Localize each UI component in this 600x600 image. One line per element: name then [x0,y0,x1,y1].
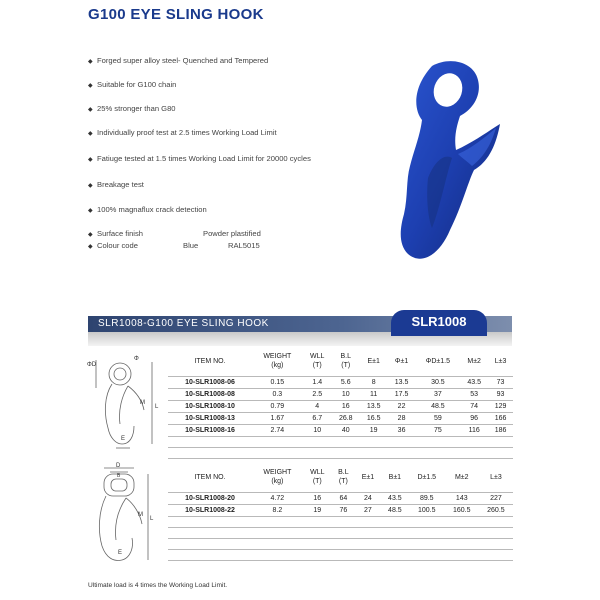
feature-text: 25% stronger than G80 [97,104,176,113]
feature-item [88,56,268,65]
feature-text: Individually proof test at 2.5 times Working Load Limit [97,128,277,137]
table-row-empty [168,436,513,447]
sketch1-latch [128,386,144,410]
col-header: E±1 [361,473,375,481]
colour-value: Blue [183,241,199,250]
diamond-bullet-icon: ◆ [88,157,93,163]
col-header: WEIGHT (kg) [263,353,292,369]
footnote: Ultimate load is 4 times the Working Load Limit. [88,582,228,589]
product-banner [88,310,512,346]
feature-item [88,80,176,89]
product-code-badge: SLR1008 [391,310,487,336]
col-header: ITEM NO. [194,357,226,365]
table-row: 10-SLR1008-16 2.74 10 40 19 36 75 116 186 [168,424,513,436]
table-row-empty [168,516,513,527]
banner-title: SLR1008-G100 EYE SLING HOOK [98,318,269,329]
feature-text: Breakage test [97,180,144,189]
col-header: M±2 [467,357,481,365]
sketch2-latch [126,498,142,524]
diamond-bullet-icon: ◆ [88,131,93,137]
sketch2-label-m: M [138,512,143,518]
feature-item [88,205,207,214]
spec-table-2 [168,468,513,561]
sketch1-label-e: E [121,436,126,442]
diamond-bullet-icon: ◆ [88,183,93,189]
hook-sketch-2 [88,462,156,568]
diamond-bullet-icon: ◆ [88,59,93,65]
surface-finish-label: Surface finish [97,229,144,238]
sketch2-label-e: E [118,550,123,556]
col-header: M±2 [454,473,469,481]
col-header: B.L (T) [338,469,349,485]
page-title: G100 EYE SLING HOOK [88,6,264,23]
diamond-bullet-icon: ◆ [88,244,93,250]
table-row-empty [168,549,513,560]
table-header-row [168,352,513,370]
sketch2-hook-inner [115,498,126,540]
col-header: B±1 [388,473,402,481]
col-header: L±3 [490,473,502,481]
table-row-empty [168,527,513,538]
sketch1-eye [109,363,131,385]
feature-item [88,128,277,137]
table-header-row [168,468,513,486]
col-header: WLL (T) [310,469,325,485]
diamond-bullet-icon: ◆ [88,83,93,89]
table-row: 10-SLR1008-20 4.72 16 64 24 43.5 89.5 143 227 [168,492,513,504]
sketch2-label-d: D [116,463,121,469]
table-row: 10-SLR1008-13 1.67 6.7 26.8 16.5 28 59 96 166 [168,412,513,424]
sketch1-label-diameter: ΦD [87,362,97,368]
col-header: Φ±1 [394,357,409,365]
feature-item [88,104,176,113]
colour-ral-code: RAL5015 [228,241,260,250]
col-header: ΦD±1.5 [425,357,450,365]
sketch1-hook-inner [119,386,128,424]
eye-sling-hook-image [392,58,512,278]
col-header: WEIGHT (kg) [263,469,292,485]
feature-item [88,180,144,189]
col-header: D±1.5 [417,473,437,481]
table-row: 10-SLR1008-06 0.15 1.4 5.6 8 13.5 30.5 43.5 73 [168,376,513,388]
table-row: 10-SLR1008-22 8.2 19 76 27 48.5 100.5 160.5 260.5 [168,504,513,516]
hook-sketch-1 [86,352,164,452]
feature-text: Fatiuge tested at 1.5 times Working Load Limit for 20000 cycles [97,154,311,163]
colour-code-label: Colour code [97,241,138,250]
col-header: ITEM NO. [194,473,226,481]
spec-table-1 [168,352,513,459]
feature-text: 100% magnaflux crack detection [97,205,207,214]
feature-item [88,154,311,163]
surface-finish-value: Powder plastified [203,229,261,238]
col-header: E±1 [367,357,380,365]
feature-text: Forged super alloy steel- Quenched and Tempered [97,56,269,65]
sketch1-eye-inner [114,368,126,380]
table-row-empty [168,447,513,458]
table-row-empty [168,538,513,549]
sketch1-label-phi: Φ [134,356,139,362]
sketch2-label-b: B [117,473,121,479]
colour-code-row [88,241,260,250]
sketch1-label-l: L [155,404,159,410]
diamond-bullet-icon: ◆ [88,232,93,238]
col-header: L±3 [494,357,507,365]
diamond-bullet-icon: ◆ [88,208,93,214]
sketch2-eye-inner [111,479,127,491]
sketch1-label-m: M [140,400,145,406]
sketch2-label-l: L [150,516,154,522]
col-header: B.L (T) [340,353,352,369]
feature-text: Suitable for G100 chain [97,80,177,89]
col-header: WLL (T) [310,353,325,369]
table-row: 10-SLR1008-10 0.79 4 16 13.5 22 48.5 74 129 [168,400,513,412]
table-row: 10-SLR1008-08 0.3 2.5 10 11 17.5 37 53 93 [168,388,513,400]
surface-finish-row [88,229,261,238]
diamond-bullet-icon: ◆ [88,107,93,113]
